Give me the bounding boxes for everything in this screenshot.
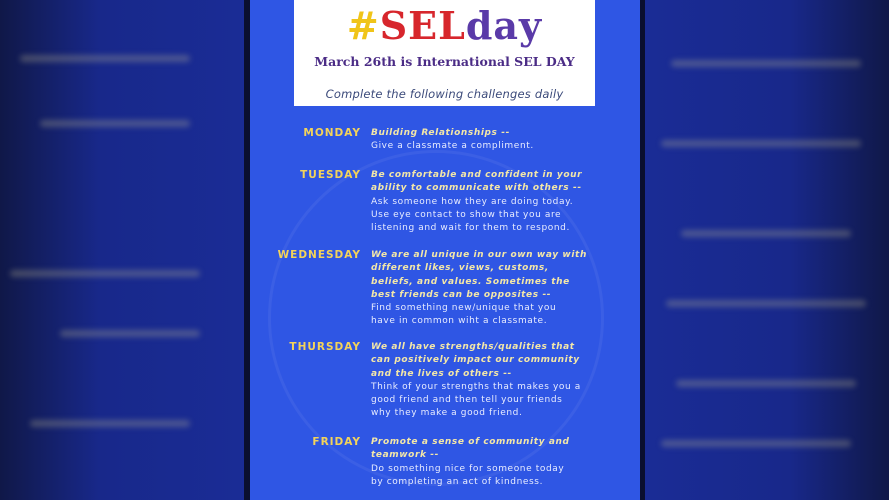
day-task-line: good friend and then tell your friends [371, 395, 563, 406]
day-label: FRIDAY [312, 436, 361, 448]
day-label: MONDAY [303, 127, 361, 139]
day-theme-line: ability to communicate with others -- [371, 183, 582, 194]
day-content [371, 169, 596, 235]
day-content [371, 341, 596, 421]
day-theme-line: teamwork -- [371, 450, 439, 461]
day-task-line: Ask someone how they are doing today. [371, 196, 574, 207]
day-task-line: listening and wait for them to respond. [371, 223, 570, 234]
day-theme-line: different likes, views, customs, [371, 263, 549, 274]
day-task-line: have in common wiht a classmate. [371, 316, 548, 327]
poster-title: #SELday [346, 3, 543, 48]
day-label: WEDNESDAY [277, 249, 361, 261]
day-task-line: Use eye contact to show that you are [371, 209, 562, 220]
day-theme-line: can positively impact our community [371, 355, 580, 366]
day-theme-line: Building Relationships -- [371, 128, 510, 138]
poster-subtitle: March 26th is International SEL DAY [314, 54, 575, 69]
day-theme-line: and the lives of others -- [371, 368, 512, 379]
day-theme-line: We all have strengths/qualities that [371, 342, 575, 352]
day-content [371, 127, 596, 154]
blurred-backdrop-right [641, 0, 889, 500]
day-theme-line: Be comfortable and confident in your [371, 170, 583, 180]
day-task-line: Do something nice for someone today [371, 463, 565, 474]
header-card [294, 0, 595, 106]
day-task-line: by completing an act of kindness. [371, 476, 544, 487]
day-theme-line: best friends can be opposites -- [371, 289, 552, 300]
day-theme-line: Promote a sense of community and [371, 437, 570, 447]
day-task-line: why they make a good friend. [371, 408, 523, 419]
sel-day-poster [250, 0, 640, 500]
day-task-line: Find something new/unique that you [371, 303, 557, 314]
day-theme-line: We are all unique in our own way with [371, 250, 587, 260]
day-content [371, 436, 596, 489]
day-theme-line: beliefs, and values. Sometimes the [371, 276, 570, 287]
day-task-line: Think of your strengths that makes you a [371, 381, 581, 392]
day-label: THURSDAY [289, 341, 361, 353]
day-label: TUESDAY [300, 169, 361, 181]
day-task-line: Give a classmate a compliment. [371, 141, 534, 152]
blurred-backdrop-left [0, 0, 248, 500]
day-content [371, 249, 596, 329]
instruction-text: Complete the following challenges daily [325, 87, 564, 101]
